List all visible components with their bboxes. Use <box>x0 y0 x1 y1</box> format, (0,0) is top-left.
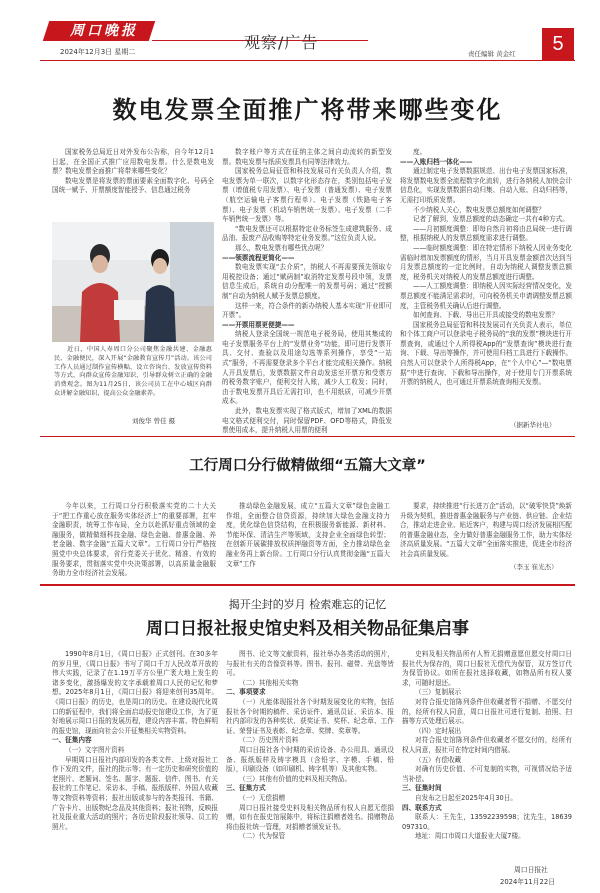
article1-col3-p7: ——人工额度调整：即纳税人因实际经营情况变化，发票总额度不能满足需求时，可向税务机关申请调整发票总额度，主管税务机关确认后进行调整。 <box>400 282 572 310</box>
article2-author: （李玉 崔光杰） <box>510 563 558 571</box>
article3-title: 周口日报社报史馆史料及相关物品征集启事 <box>146 619 469 639</box>
article1-col2-tail: 此外，数电发票实现了格式版式，增加了XML的数据电文格式便利交付，同时保留PDF、OFD等格式，降低发票使用成本，提升纳税人用票的便利 <box>222 407 392 435</box>
article1-col2-p4: 那么，数电发票有哪些优点呢？ <box>235 243 328 252</box>
divider-1 <box>40 436 575 437</box>
article3-col3-i4: 对符合报史馆陈列条件但收藏者不愿交付的，经所有权人同意，报社可在特定时间内借展。 <box>402 736 572 754</box>
article3-col1 <box>52 650 218 886</box>
article3-col2-i10: （二）代为保管 <box>239 832 286 841</box>
article3-col2-i4: （二）历史图片资料 <box>239 736 299 745</box>
article1-col3-sub1: ——入账归档一体化—— <box>400 157 473 166</box>
article3-col2-i0: 图书、论文等文献资料，报社举办各类活动的照片，与报社有关的音像资料等。图书、报刊、磁带、光盘等皆可。 <box>226 650 394 678</box>
article3-col2-i2: 二、事项要求 <box>226 688 266 697</box>
article1-col3-p3: 不少纳税人关心，数电发票总额度如何调整？ <box>413 205 545 214</box>
photo-illustration <box>52 222 214 342</box>
article3-col3-i9: 四、联系方式 <box>402 803 442 812</box>
divider-2 <box>40 584 575 586</box>
article1-col1-text <box>52 148 214 218</box>
article1-col1-p2: 数电发票是将发票的票面要素全面数字化、号码全国统一赋予、开票额度智能授予、信息通过税务 <box>52 176 214 195</box>
article3-col3-i0: 史料及相关物品所有人暂无捐赠意愿但愿交付周口日报社代为保存的，周口日报社无偿代为保管，双方签订代为保管协议。如所在报社选择收藏，如物品所有权人要求，可随时退还。 <box>402 650 572 687</box>
article1-col2-p3: “数电发票还可以根据特定业务标签生成建筑服务、成品油、报废产品收购等特定业务发票。”这位负责人说。 <box>222 224 392 243</box>
article3-col3-i1: （三）复制展示 <box>415 688 462 697</box>
page-number: 5 <box>552 33 564 55</box>
article2-col3: 要求，持续推进“行长进万企”活动，以“破零快贷”焕新升级为契机，推进普惠金融服务与产业链、供应链、企业结合，推动走进企业、贴近客户，构建与周口经济发展相匹配的普惠金融业态，全力做好普惠金融服务工作，助力实体经济高质量发展。“五篇大文章”全面落实推进，促进全市经济社会高质量发展。 <box>400 502 572 558</box>
article3-col1-p2: 早期周口日报社内部印发的各类文件、上级对报社工作下发的文件，报社的批示等；有一定历史和研究价值的老照片、老题词、签名、题字、题报、信件、图书、有关报社的工作笔记、采访本、手稿、报纸版样、外国人收藏等文物资料等资料；报社出版或参与的各类报刊、书籍、广告卡片、出版物纪念品及其他资料；报社刊物，反映报社及报业重大活动的照片；各历史阶段报社领导、员工的照片。 <box>52 755 218 831</box>
article3-col2-i1: （二）其他相关实物 <box>239 678 299 687</box>
article3-col1-h2: （一）文字图片资料 <box>65 745 125 754</box>
article1-col3-p4: 记者了解到，发票总额度的动态确定一共有4种方式。 <box>413 215 569 224</box>
article1-col2-text <box>222 148 392 435</box>
article3-col2-i8: （一）无偿捐赠 <box>239 793 286 802</box>
article1-title: 数电发票全面推广将带来哪些变化 <box>112 96 503 124</box>
editors-line: 责任编辑 黄金红 <box>468 50 516 58</box>
notice-signature: 周口日报社 <box>514 866 548 874</box>
article3-col3 <box>402 650 572 860</box>
article1-col2-p7: 纳税人登录全国统一规范电子税务局，使用其集成的电子发票服务平台上的“发票业务”功能，即可进行发票开具、交付、查验以及用途勾选等系列操作，享受“一站式”服务，不再需要登录多个平台才能完成相关操作。纳税人开具发票后，发票数据文件自动发送至开票方和受票方的税务数字账户，便利交付入账，减少人工收发；同时，由于数电发票开具后无需打印，也不用纸质，可减少开票成本。 <box>222 330 392 406</box>
article3-col3-i8: 自发布之日起至2025年4月30日。 <box>415 793 517 802</box>
masthead-bottom-rule <box>40 60 575 61</box>
article1-col3-p2: 通过制定电子发票数据规范、出台电子发票国家标准，将发票数电发票全流程数字化流转，进行各纳税人加快会计信息化，实现发票数据自动归集、自动入账、自动归档等，无需打印纸质发票。 <box>400 167 572 204</box>
article1-photo <box>52 222 214 342</box>
article1-col3-p6: ——临时额度调整：即在特定情形下纳税人因业务变化需临时增加发票额度的情形，当月开具发票金额首次达到当月发票总额度的一定比例时，自动为纳税人调整发票总额度，税务机关对纳税人的发票总额度进行调整。 <box>400 243 572 281</box>
article1-source: （据新华社电） <box>510 421 556 429</box>
article2-col2: 推动绿色金融发展，成立“五篇大文章”绿色金融工作组，全面整合信贷资源，持续加大绿色金融支持力度，优化绿色信贷结构，在积极服务新能源、新材料、节能环保、清洁生产等领域，支持企业全面绿色转型；在创新开展碳排放权质押融资等方面，全力推动绿色金融业务再上新台阶。工行周口分行认真贯彻金融“五篇大文章”工作 <box>226 502 390 568</box>
article1-col3-p8: 如何查询、下载、导出已开具或接受的数电发票？ <box>413 311 559 320</box>
article1-col2-sub2: ——开票用票更便捷—— <box>222 320 295 329</box>
article1-col2-p6: 这样一来，符合条件的新办纳税人基本实现“开业即可开票”。 <box>222 301 392 320</box>
article2-title: 工行周口分行做精做细“五篇大文章” <box>189 458 426 474</box>
article-icbc <box>40 440 575 580</box>
article3-kicker: 揭开尘封的岁月 检索难忘的记忆 <box>228 598 387 611</box>
article1-col2-p2: 国家税务总局征管和科技发展司有关负责人介绍，数电发票为单一联次，以数字化形态存在，类别包括电子发票（增值税专用发票）、电子发票（普通发票）、电子发票（航空运输电子客票行程单）、电子发票（铁路电子客票）、电子发票（机动车销售统一发票）、电子发票（二手车销售统一发票）等。 <box>222 167 392 224</box>
article3-col3-i6: 对确有历史价值、不可复制的实物，可视情况给予适当补偿。 <box>402 765 572 783</box>
photo-credit: 刘俊华 曾佳 摄 <box>132 417 176 425</box>
article2-col1: 今年以来，工行周口分行积极落实党的二十大关于“把工作重心放在服务实体经济上”的重要部署，扛牢金融职责，统筹工作布局，全力以赴抓好重点领域的金融服务，做精做细科技金融、绿色金融、普惠金融、养老金融、数字金融“五篇大文章”。工行周口分行严格按照党中央总体要求，省行党委关于优化、精准、有效的服务要求，贯彻落实党中央决策部署，以高质量金融服务助力全市经济社会发展。 <box>52 502 216 578</box>
article3-col1-p1: 1990年8月1日，《周口日报》正式创刊。在30多年的岁月里，《周口日报》书写了周口千万人民改革开放的伟大实践，记录了在1.19万平方公里广袤大地上发生的诸多变化，激扬爆发的文字承载着周口人民的记忆和梦想。2025年8月1日，《周口日报》将迎来创刊35周年。《周口日报》的历史，也是周口的历史。在建设现代化周口的新征程中，我们将全面启动报史馆建设工作，为了更好地展示周口日报的发展历程，建设内容丰富、特色鲜明的报史馆，现面向社会公开征集相关实物资料。 <box>52 650 218 735</box>
paper-name: 周口晚报 <box>70 23 138 39</box>
article-e-invoice <box>40 66 575 435</box>
photo-caption: 近日，中国人寿周口分公司聚焦金融共建、金融惠民、金融便民，深入开展“金融教育宣传月”活动。该公司工作人员通过制作宣传横幅、设立咨询台、发放宣传资料等方式，向群众宣传金融知识，引导群众树立正确的金融消费观念。图为11月25日，该公司员工在中心城区向群众讲解金融知识，提高公众金融素养。 <box>54 346 212 397</box>
article3-col3-i11: 地址：周口市周口大道报业大厦7楼。 <box>415 832 525 841</box>
article3-col1-h1: 一、征集内容 <box>52 736 92 745</box>
article3-col2-i5: 周口日报社各个时期的采访设备、办公用具、通讯设备、报纸版样及铸字模具（含铅字、字模、手稿、铅版），印刷设备（如印刷机、铸字机等）及其他实物。 <box>226 745 394 774</box>
article3-col3-i10: 联系人：王先生，13592239598；沈先生，18639097310。 <box>402 813 572 831</box>
article3-col2-i9: 周口日报社接受史料及相关物品所有权人自愿无偿捐赠，如有在报史馆展陈中，将标注捐赠者姓名。捐赠物品将由报社统一管理，对捐赠者颁发证书。 <box>226 803 394 831</box>
article3-col2-i7: 三、征集方式 <box>226 784 266 793</box>
article1-col3-p1: 度。 <box>413 148 427 156</box>
notice-date: 2024年11月22日 <box>500 878 555 886</box>
article1-col3-p5: ——月初额度调整：即每自然月初将由总局统一进行调整，根据纳税人的发票总额度需求进行调整。 <box>400 224 572 243</box>
article1-col2-p5: 数电发票实现“去介质”，纳税人不再需要预先领取专用税控设备；通过“赋码制”取消特定发票号段申领，发票信息生成后，系统自动分配唯一的发票号码；通过“授额制”自动为纳税人赋予发票总额度。 <box>222 263 392 300</box>
article3-col2-i6: （三）其他有价值的史料及相关物品。 <box>239 774 352 783</box>
article1-col3-tail: 国家税务总局征管和科技发展司有关负责人表示，单位和个体工商户可以登录电子税务局的“我的发票”模块进行开票查询，或通过个人所得税App的“发票查询”模块进行查询、下载、导出等操作，并可使用归档工具进行下载操作。自然人可以登录个人所得税App，在“个人中心”—“数电票据”中进行查询、下载和导出操作，对于使用专门开票系统开票的纳税人，也可通过开票系统查询相关发票。 <box>400 320 572 387</box>
date-line: 2024年12月3日 星期二 <box>60 48 136 56</box>
article3-col3-i2: 对符合报史馆陈列条件但收藏者暂不捐赠、不愿交付的，经所有权人同意，周口日报社可进行复制、拍照、扫描等方式处理后展示。 <box>402 697 572 726</box>
article3-col2 <box>226 650 394 886</box>
notice-archive <box>40 590 575 890</box>
article1-col3-text <box>400 148 572 418</box>
article3-col3-i5: （五）有偿收藏 <box>415 755 462 764</box>
article3-col3-i3: （四）定时展出 <box>415 726 462 735</box>
article1-col1-p1: 国家税务总局近日对外发布公告称，自今年12月1日起，在全国正式推广应用数电发票。什么是数电发票？数电发票全面推广将带来哪些变化？ <box>52 148 214 176</box>
article1-col2-p1: 数字账户等方式在征纳主体之间自动流转的新型发票。数电发票与纸质发票具有同等法律效力。 <box>222 148 392 166</box>
article1-col2-sub1: ——领票流程更简化—— <box>222 253 295 262</box>
article3-col3-i7: 三、征集时间 <box>402 784 442 793</box>
masthead <box>0 0 600 62</box>
article3-col2-i3: （一）凡能体现报社各个时期发展变化的实物，包括报社各个时期的稿件、采访证件、通讯员证、采访本、报社内部印发的各种奖状、获奖证书、奖杯、纪念章、工作证、荣誉证书及表彰、纪念章、奖牌、奖章等。 <box>226 697 394 735</box>
section-title: 观察/广告 <box>244 33 319 52</box>
